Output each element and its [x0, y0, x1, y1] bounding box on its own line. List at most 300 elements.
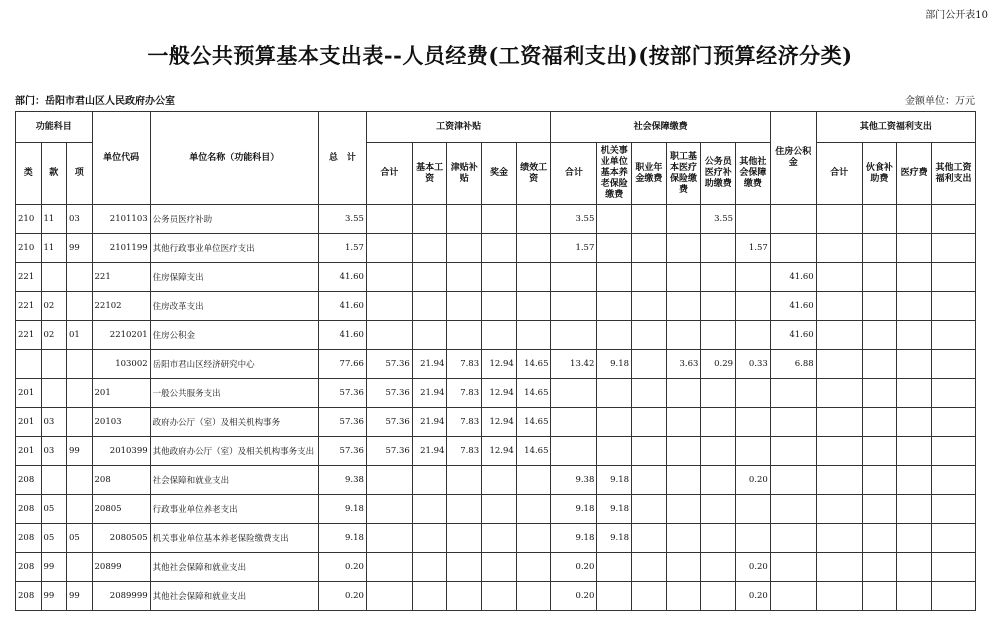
housing-fund-cell: 41.60 — [770, 321, 816, 350]
meal-cell — [862, 408, 897, 437]
lei-cell: 210 — [16, 205, 42, 234]
other-social-cell — [736, 379, 771, 408]
medical-fee-cell — [897, 495, 932, 524]
medical-fee-cell — [897, 350, 932, 379]
civil-medical-cell — [701, 466, 736, 495]
header-housing-fund: 住房公积金 — [770, 112, 816, 205]
allowance-cell: 7.83 — [447, 408, 482, 437]
civil-medical-cell — [701, 408, 736, 437]
unit-name-cell: 住房公积金 — [150, 321, 318, 350]
other-social-cell — [736, 495, 771, 524]
performance-cell: 14.65 — [516, 350, 551, 379]
total-cell: 9.38 — [318, 466, 366, 495]
lei-cell: 201 — [16, 437, 42, 466]
pension-cell: 9.18 — [597, 524, 632, 553]
other-total-cell — [816, 408, 862, 437]
civil-medical-cell — [701, 437, 736, 466]
other-total-cell — [816, 495, 862, 524]
pension-cell — [597, 263, 632, 292]
civil-medical-cell: 0.29 — [701, 350, 736, 379]
wage-total-cell: 57.36 — [366, 437, 412, 466]
table-row — [16, 582, 976, 611]
wage-total-cell — [366, 495, 412, 524]
header-lei: 类 — [16, 143, 42, 205]
wage-total-cell — [366, 553, 412, 582]
unit-code-cell: 20899 — [92, 553, 150, 582]
wage-total-cell — [366, 466, 412, 495]
total-cell: 1.57 — [318, 234, 366, 263]
header-wage-allowance: 工资津补贴 — [366, 112, 551, 143]
basic-wage-cell — [412, 205, 447, 234]
wage-total-cell — [366, 205, 412, 234]
other-social-cell: 0.20 — [736, 553, 771, 582]
meal-cell — [862, 263, 897, 292]
header-xiang: 项 — [67, 143, 93, 205]
wage-total-cell — [366, 263, 412, 292]
bonus-cell: 12.94 — [482, 437, 517, 466]
lei-cell: 221 — [16, 321, 42, 350]
performance-cell — [516, 292, 551, 321]
kuan-cell: 02 — [41, 292, 67, 321]
bonus-cell — [482, 205, 517, 234]
annuity-cell — [632, 263, 667, 292]
xiang-cell — [67, 379, 93, 408]
xiang-cell: 99 — [67, 582, 93, 611]
wage-total-cell — [366, 321, 412, 350]
annuity-cell — [632, 495, 667, 524]
lei-cell: 208 — [16, 495, 42, 524]
table-row — [16, 408, 976, 437]
unit-name-cell: 其他行政事业单位医疗支出 — [150, 234, 318, 263]
pension-cell — [597, 321, 632, 350]
other-total-cell — [816, 553, 862, 582]
wage-total-cell: 57.36 — [366, 350, 412, 379]
lei-cell: 208 — [16, 582, 42, 611]
basic-medical-cell — [666, 205, 701, 234]
total-cell: 57.36 — [318, 437, 366, 466]
page-title: 一般公共预算基本支出表--人员经费(工资福利支出)(按部门预算经济分类) — [147, 43, 853, 68]
header-pension-insurance: 机关事业单位基本养老保险缴费 — [597, 143, 632, 205]
header-basic-medical: 职工基本医疗保险缴费 — [666, 143, 701, 205]
header-total: 总 计 — [318, 112, 366, 205]
annuity-cell — [632, 437, 667, 466]
basic-wage-cell: 21.94 — [412, 350, 447, 379]
xiang-cell — [67, 408, 93, 437]
pension-cell — [597, 292, 632, 321]
bonus-cell — [482, 263, 517, 292]
xiang-cell — [67, 553, 93, 582]
other-welfare-cell — [931, 379, 975, 408]
civil-medical-cell — [701, 379, 736, 408]
other-total-cell — [816, 263, 862, 292]
basic-medical-cell — [666, 321, 701, 350]
performance-cell — [516, 234, 551, 263]
pension-cell — [597, 582, 632, 611]
amount-unit-label: 金额单位：万元 — [905, 96, 975, 107]
total-cell: 3.55 — [318, 205, 366, 234]
meal-cell — [862, 495, 897, 524]
header-wage-total: 合计 — [366, 143, 412, 205]
medical-fee-cell — [897, 408, 932, 437]
unit-name-cell: 政府办公厅（室）及相关机构事务 — [150, 408, 318, 437]
other-total-cell — [816, 524, 862, 553]
civil-medical-cell — [701, 582, 736, 611]
wage-total-cell: 57.36 — [366, 379, 412, 408]
xiang-cell: 03 — [67, 205, 93, 234]
bonus-cell: 12.94 — [482, 350, 517, 379]
basic-medical-cell — [666, 234, 701, 263]
medical-fee-cell — [897, 321, 932, 350]
medical-fee-cell — [897, 524, 932, 553]
other-welfare-cell — [931, 321, 975, 350]
other-social-cell — [736, 524, 771, 553]
basic-medical-cell — [666, 263, 701, 292]
annuity-cell — [632, 553, 667, 582]
allowance-cell: 7.83 — [447, 350, 482, 379]
table-row — [16, 553, 976, 582]
annuity-cell — [632, 524, 667, 553]
other-welfare-cell — [931, 292, 975, 321]
civil-medical-cell — [701, 234, 736, 263]
lei-cell: 210 — [16, 234, 42, 263]
meal-cell — [862, 350, 897, 379]
medical-fee-cell — [897, 234, 932, 263]
performance-cell — [516, 205, 551, 234]
social-total-cell: 9.38 — [551, 466, 597, 495]
medical-fee-cell — [897, 205, 932, 234]
total-cell: 57.36 — [318, 408, 366, 437]
basic-wage-cell — [412, 321, 447, 350]
total-cell: 41.60 — [318, 321, 366, 350]
social-total-cell: 9.18 — [551, 524, 597, 553]
basic-wage-cell: 21.94 — [412, 379, 447, 408]
social-total-cell — [551, 437, 597, 466]
social-total-cell — [551, 263, 597, 292]
other-welfare-cell — [931, 263, 975, 292]
wage-total-cell — [366, 582, 412, 611]
wage-total-cell — [366, 292, 412, 321]
header-social-security: 社会保障缴费 — [551, 112, 770, 143]
unit-code-cell: 2080505 — [92, 524, 150, 553]
kuan-cell — [41, 379, 67, 408]
other-total-cell — [816, 350, 862, 379]
xiang-cell — [67, 495, 93, 524]
other-welfare-cell — [931, 524, 975, 553]
allowance-cell — [447, 234, 482, 263]
basic-wage-cell — [412, 582, 447, 611]
other-social-cell — [736, 263, 771, 292]
department-label: 部门：岳阳市君山区人民政府办公室 — [15, 96, 175, 107]
table-row — [16, 466, 976, 495]
medical-fee-cell — [897, 582, 932, 611]
civil-medical-cell — [701, 292, 736, 321]
kuan-cell — [41, 263, 67, 292]
medical-fee-cell — [897, 292, 932, 321]
kuan-cell — [41, 466, 67, 495]
basic-wage-cell — [412, 234, 447, 263]
social-total-cell — [551, 408, 597, 437]
other-welfare-cell — [931, 582, 975, 611]
housing-fund-cell — [770, 495, 816, 524]
unit-name-cell: 其他社会保障和就业支出 — [150, 553, 318, 582]
header-other-welfare-group: 其他工资福利支出 — [816, 112, 975, 143]
social-total-cell: 1.57 — [551, 234, 597, 263]
expenditure-table — [15, 111, 976, 611]
table-row — [16, 321, 976, 350]
xiang-cell: 05 — [67, 524, 93, 553]
header-social-total: 合计 — [551, 143, 597, 205]
xiang-cell — [67, 350, 93, 379]
basic-wage-cell — [412, 495, 447, 524]
kuan-cell: 11 — [41, 234, 67, 263]
unit-name-cell: 一般公共服务支出 — [150, 379, 318, 408]
kuan-cell: 03 — [41, 408, 67, 437]
civil-medical-cell — [701, 553, 736, 582]
annuity-cell — [632, 234, 667, 263]
pension-cell — [597, 379, 632, 408]
meal-cell — [862, 205, 897, 234]
basic-medical-cell — [666, 437, 701, 466]
basic-medical-cell — [666, 292, 701, 321]
header-other-total: 合计 — [816, 143, 862, 205]
allowance-cell — [447, 495, 482, 524]
performance-cell — [516, 524, 551, 553]
table-row — [16, 495, 976, 524]
medical-fee-cell — [897, 263, 932, 292]
header-kuan: 款 — [41, 143, 67, 205]
basic-wage-cell — [412, 524, 447, 553]
other-social-cell — [736, 321, 771, 350]
total-cell: 77.66 — [318, 350, 366, 379]
performance-cell — [516, 582, 551, 611]
table-row — [16, 437, 976, 466]
xiang-cell — [67, 263, 93, 292]
annuity-cell — [632, 379, 667, 408]
performance-cell — [516, 553, 551, 582]
basic-medical-cell: 3.63 — [666, 350, 701, 379]
basic-medical-cell — [666, 553, 701, 582]
unit-name-cell: 行政事业单位养老支出 — [150, 495, 318, 524]
pension-cell — [597, 408, 632, 437]
unit-name-cell: 其他政府办公厅（室）及相关机构事务支出 — [150, 437, 318, 466]
allowance-cell — [447, 205, 482, 234]
basic-wage-cell: 21.94 — [412, 437, 447, 466]
header-performance-wage: 绩效工资 — [516, 143, 551, 205]
pension-cell — [597, 553, 632, 582]
housing-fund-cell — [770, 553, 816, 582]
unit-name-cell: 机关事业单位基本养老保险缴费支出 — [150, 524, 318, 553]
social-total-cell: 0.20 — [551, 582, 597, 611]
annuity-cell — [632, 205, 667, 234]
basic-wage-cell — [412, 292, 447, 321]
kuan-cell: 03 — [41, 437, 67, 466]
unit-name-cell: 其他社会保障和就业支出 — [150, 582, 318, 611]
header-function-subject: 功能科目 — [16, 112, 93, 143]
header-medical-fee: 医疗费 — [897, 143, 932, 205]
housing-fund-cell — [770, 379, 816, 408]
meal-cell — [862, 524, 897, 553]
unit-code-cell: 2101103 — [92, 205, 150, 234]
basic-medical-cell — [666, 408, 701, 437]
meal-cell — [862, 379, 897, 408]
table-row — [16, 379, 976, 408]
allowance-cell: 7.83 — [447, 437, 482, 466]
other-welfare-cell — [931, 495, 975, 524]
other-welfare-cell — [931, 234, 975, 263]
unit-code-cell: 20805 — [92, 495, 150, 524]
unit-name-cell: 岳阳市君山区经济研究中心 — [150, 350, 318, 379]
civil-medical-cell — [701, 495, 736, 524]
lei-cell — [16, 350, 42, 379]
other-total-cell — [816, 321, 862, 350]
xiang-cell — [67, 292, 93, 321]
kuan-cell: 05 — [41, 524, 67, 553]
table-row — [16, 205, 976, 234]
header-basic-wage: 基本工资 — [412, 143, 447, 205]
social-total-cell — [551, 379, 597, 408]
other-welfare-cell — [931, 408, 975, 437]
housing-fund-cell — [770, 466, 816, 495]
social-total-cell — [551, 321, 597, 350]
housing-fund-cell: 41.60 — [770, 292, 816, 321]
bonus-cell: 12.94 — [482, 408, 517, 437]
allowance-cell — [447, 292, 482, 321]
other-welfare-cell — [931, 437, 975, 466]
wage-total-cell — [366, 524, 412, 553]
other-total-cell — [816, 466, 862, 495]
unit-code-cell: 2101199 — [92, 234, 150, 263]
pension-cell: 9.18 — [597, 495, 632, 524]
allowance-cell — [447, 582, 482, 611]
kuan-cell — [41, 350, 67, 379]
lei-cell: 221 — [16, 292, 42, 321]
allowance-cell — [447, 263, 482, 292]
performance-cell — [516, 495, 551, 524]
bonus-cell: 12.94 — [482, 379, 517, 408]
housing-fund-cell — [770, 408, 816, 437]
bonus-cell — [482, 466, 517, 495]
unit-code-cell: 20103 — [92, 408, 150, 437]
basic-medical-cell — [666, 582, 701, 611]
bonus-cell — [482, 553, 517, 582]
header-occupational-annuity: 职业年金缴费 — [632, 143, 667, 205]
other-welfare-cell — [931, 466, 975, 495]
basic-medical-cell — [666, 524, 701, 553]
civil-medical-cell — [701, 524, 736, 553]
meal-cell — [862, 292, 897, 321]
pension-cell: 9.18 — [597, 350, 632, 379]
meal-cell — [862, 321, 897, 350]
lei-cell: 201 — [16, 379, 42, 408]
allowance-cell — [447, 466, 482, 495]
basic-medical-cell — [666, 379, 701, 408]
basic-wage-cell — [412, 553, 447, 582]
meal-cell — [862, 437, 897, 466]
housing-fund-cell — [770, 234, 816, 263]
meal-cell — [862, 466, 897, 495]
header-other-social: 其他社会保障缴费 — [736, 143, 771, 205]
header-civil-servant-medical: 公务员医疗补助缴费 — [701, 143, 736, 205]
header-bonus: 奖金 — [482, 143, 517, 205]
kuan-cell: 99 — [41, 553, 67, 582]
unit-code-cell: 22102 — [92, 292, 150, 321]
social-total-cell: 9.18 — [551, 495, 597, 524]
other-social-cell — [736, 437, 771, 466]
xiang-cell: 99 — [67, 437, 93, 466]
kuan-cell: 99 — [41, 582, 67, 611]
bonus-cell — [482, 495, 517, 524]
annuity-cell — [632, 408, 667, 437]
housing-fund-cell — [770, 524, 816, 553]
performance-cell: 14.65 — [516, 408, 551, 437]
social-total-cell: 13.42 — [551, 350, 597, 379]
other-social-cell — [736, 408, 771, 437]
other-social-cell: 1.57 — [736, 234, 771, 263]
basic-medical-cell — [666, 466, 701, 495]
unit-code-cell: 2210201 — [92, 321, 150, 350]
other-welfare-cell — [931, 553, 975, 582]
unit-name-cell: 住房改革支出 — [150, 292, 318, 321]
unit-code-cell: 2010399 — [92, 437, 150, 466]
housing-fund-cell — [770, 582, 816, 611]
performance-cell — [516, 263, 551, 292]
header-unit-name: 单位名称（功能科目） — [150, 112, 318, 205]
header-meal-subsidy: 伙食补助费 — [862, 143, 897, 205]
pension-cell — [597, 234, 632, 263]
annuity-cell — [632, 292, 667, 321]
bonus-cell — [482, 292, 517, 321]
form-number: 部门公开表10 — [925, 10, 988, 21]
other-total-cell — [816, 292, 862, 321]
kuan-cell: 05 — [41, 495, 67, 524]
other-total-cell — [816, 582, 862, 611]
annuity-cell — [632, 321, 667, 350]
other-total-cell — [816, 437, 862, 466]
table-row — [16, 292, 976, 321]
other-social-cell: 0.20 — [736, 466, 771, 495]
performance-cell — [516, 466, 551, 495]
basic-medical-cell — [666, 495, 701, 524]
table-row — [16, 234, 976, 263]
housing-fund-cell: 6.88 — [770, 350, 816, 379]
header-other-welfare: 其他工资福利支出 — [931, 143, 975, 205]
xiang-cell: 99 — [67, 234, 93, 263]
annuity-cell — [632, 582, 667, 611]
social-total-cell: 3.55 — [551, 205, 597, 234]
total-cell: 0.20 — [318, 582, 366, 611]
table-row — [16, 350, 976, 379]
meal-cell — [862, 553, 897, 582]
allowance-cell — [447, 321, 482, 350]
allowance-cell — [447, 524, 482, 553]
wage-total-cell — [366, 234, 412, 263]
other-welfare-cell — [931, 205, 975, 234]
pension-cell — [597, 205, 632, 234]
total-cell: 41.60 — [318, 263, 366, 292]
social-total-cell: 0.20 — [551, 553, 597, 582]
unit-name-cell: 住房保障支出 — [150, 263, 318, 292]
bonus-cell — [482, 524, 517, 553]
xiang-cell — [67, 466, 93, 495]
meal-cell — [862, 582, 897, 611]
kuan-cell: 11 — [41, 205, 67, 234]
allowance-cell — [447, 553, 482, 582]
medical-fee-cell — [897, 437, 932, 466]
housing-fund-cell — [770, 205, 816, 234]
lei-cell: 208 — [16, 524, 42, 553]
lei-cell: 208 — [16, 466, 42, 495]
social-total-cell — [551, 292, 597, 321]
